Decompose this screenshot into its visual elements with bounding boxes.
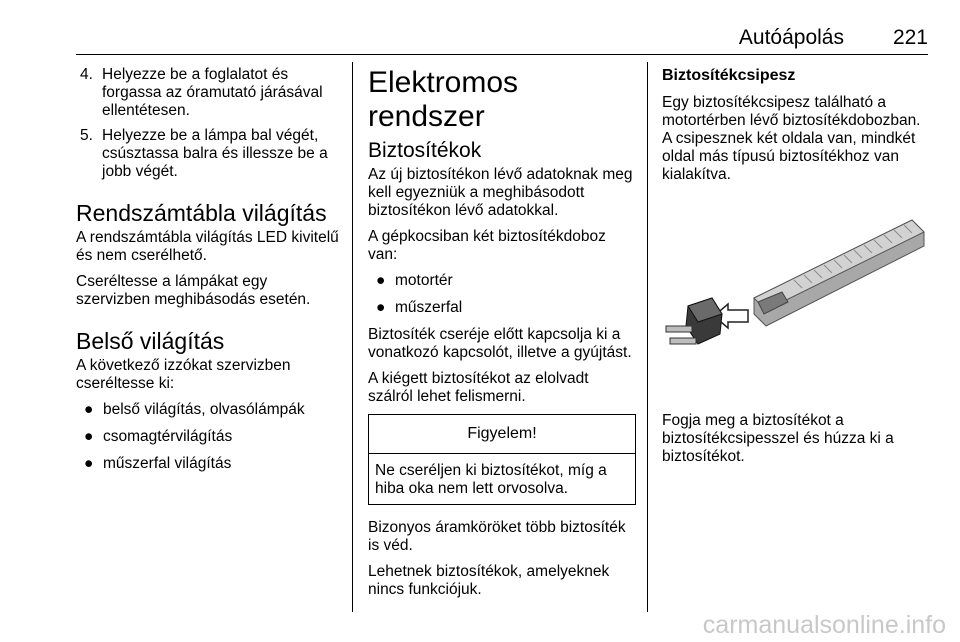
bullet-text: műszerfal világítás xyxy=(103,455,232,472)
bullet-icon: ● xyxy=(84,428,94,445)
paragraph: Fogja meg a biztosítékot a biztosítékcsipesszel és húzza ki a biztosítékot. xyxy=(662,412,894,465)
paragraph: A kiégett biztosítékot az elolvadt szálról lehet felismerni. xyxy=(368,370,589,405)
list-item xyxy=(76,127,340,181)
paragraph: A következő izzókat szervizben cseréltesse ki: xyxy=(76,357,291,392)
paragraph: Bizonyos áramköröket több biztosíték is véd. xyxy=(368,519,626,554)
section-heading-fuse-puller: Biztosítékcsipesz xyxy=(662,67,796,84)
paragraph: Biztosíték cseréje előtt kapcsolja ki a vonatkozó kapcsolót, illetve a gyújtást. xyxy=(368,326,632,361)
section-heading-interior-light: Belső világítás xyxy=(76,328,225,354)
warning-title: Figyelem! xyxy=(369,415,635,454)
paragraph: A gépkocsiban két biztosítékdoboz van: xyxy=(368,228,606,263)
warning-box xyxy=(368,414,636,505)
list-item xyxy=(76,428,340,446)
bullet-list xyxy=(76,401,340,473)
bullet-list xyxy=(368,272,636,317)
step-text: Helyezze be a foglalatot és forgassa az óramutató járásával ellentétesen. xyxy=(102,66,323,119)
step-text: Helyezze be a lámpa bal végét, csúsztassa balra és illessze be a jobb végét. xyxy=(102,127,328,180)
paragraph: Egy biztosítékcsipesz található a motortérben lévő biztosítékdobozban. A csipesznek két oldala van, mindkét oldal más típusú biztosítékhoz van kialakítva. xyxy=(662,94,921,183)
list-item xyxy=(76,455,340,473)
fuse-puller-icon xyxy=(662,202,930,382)
step-number: 4. xyxy=(80,66,93,83)
warning-text: Ne cseréljen ki biztosítékot, míg a hiba oka nem lett orvosolva. xyxy=(375,462,607,497)
paragraph: A rendszámtábla világítás LED kivitelű és nem cserélhető. xyxy=(76,229,339,264)
paragraph: Cseréltesse a lámpákat egy szervizben meghibásodás esetén. xyxy=(76,273,311,308)
section-heading-license-plate-light: Rendszámtábla világítás xyxy=(76,200,327,226)
list-item xyxy=(368,272,636,290)
step-number: 5. xyxy=(80,127,93,144)
bullet-text: motortér xyxy=(395,272,453,289)
bullet-text: műszerfal xyxy=(395,299,463,316)
fuse-puller-illustration xyxy=(662,202,930,382)
middle-column xyxy=(368,66,636,607)
section-heading-fuses: Biztosítékok xyxy=(368,139,482,162)
list-item xyxy=(76,66,340,120)
bullet-text: belső világítás, olvasólámpák xyxy=(103,401,305,418)
right-column xyxy=(662,66,930,474)
page-header xyxy=(76,24,928,55)
paragraph: Az új biztosítékon lévő adatoknak meg kell egyezniük a meghibásodott biztosítékon lévő adatokkal. xyxy=(368,166,633,219)
column-divider-right xyxy=(647,62,648,612)
column-divider-left xyxy=(352,62,353,612)
paragraph: Lehetnek biztosítékok, amelyeknek nincs funkciójuk. xyxy=(368,563,610,598)
left-column xyxy=(76,66,340,482)
step-list xyxy=(76,66,340,181)
bullet-icon: ● xyxy=(376,299,386,316)
list-item xyxy=(368,299,636,317)
bullet-text: csomagtérvilágítás xyxy=(103,428,233,445)
bullet-icon: ● xyxy=(84,401,94,418)
bullet-icon: ● xyxy=(376,272,386,289)
running-title: Autóápolás xyxy=(738,26,844,49)
chapter-title: Elektromos rendszer xyxy=(368,66,519,133)
watermark: carmanualsonline.info xyxy=(702,611,946,639)
list-item xyxy=(76,401,340,419)
bullet-icon: ● xyxy=(84,455,94,472)
page-number: 221 xyxy=(892,26,928,49)
